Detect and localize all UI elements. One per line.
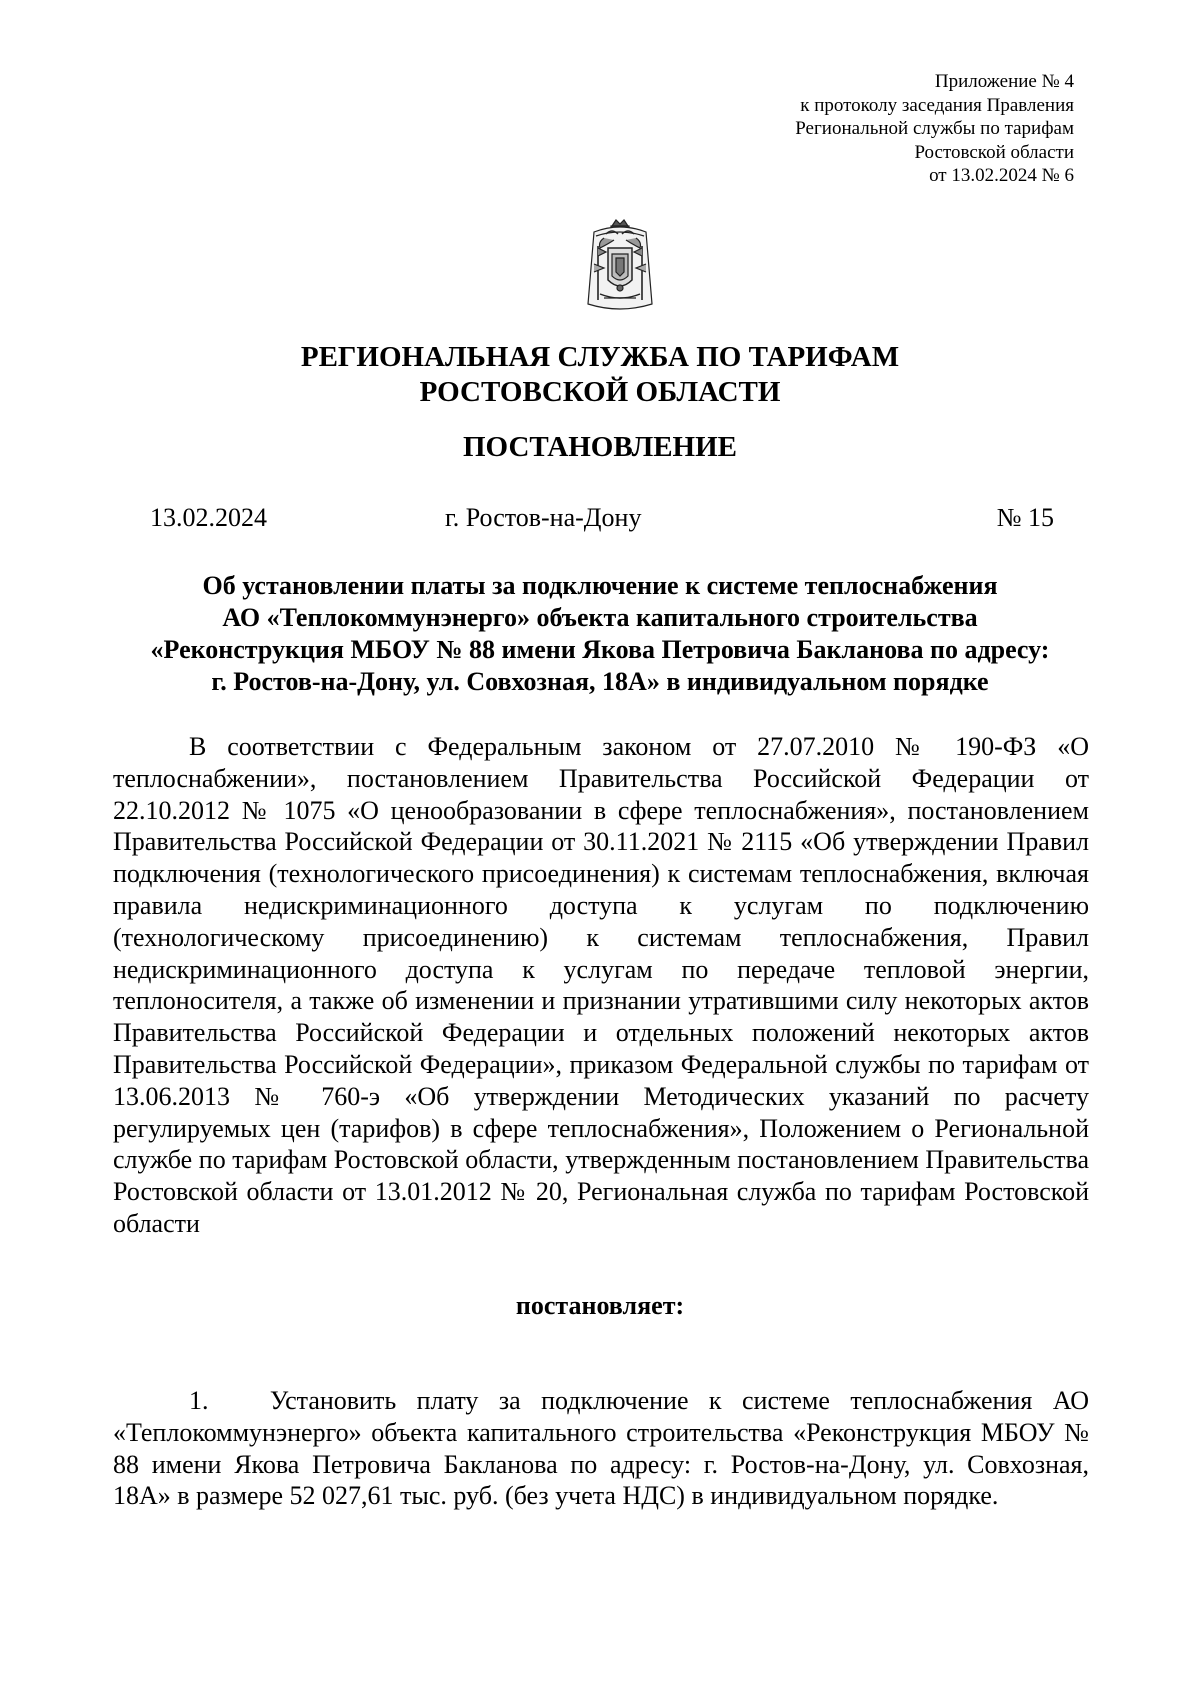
document-city: г. Ростов-на-Дону [445,503,642,532]
document-date: 13.02.2024 [150,503,267,532]
item-1-paragraph [113,1385,1089,1512]
appendix-line: от 13.02.2024 № 6 [929,165,1074,186]
organization-line-2: РОСТОВСКОЙ ОБЛАСТИ [419,376,781,408]
document-type-heading: ПОСТАНОВЛЕНИЕ [462,431,737,463]
appendix-line: Приложение № 4 [934,71,1074,92]
document-subject [110,570,1090,698]
organization-title [0,340,1200,410]
appendix-block [795,70,1074,188]
subject-line-1: Об установлении платы за подключение к системе теплоснабжения [202,571,998,600]
appendix-line: Ростовской области [914,141,1074,163]
item-1-text: Установить плату за подключение к системе теплоснабжения АО «Теплокоммунэнерго» объекта капитального строительства «Реконструкция МБОУ № 88 имени Якова Петровича Бакланова по адресу: г. Ростов-на-Дону, ул. Совхозная, 18А» в размере 52 027,61 тыс. руб. (без учета НДС) в индивидуальном порядке. [113,1386,1089,1511]
organization-line-1: РЕГИОНАЛЬНАЯ СЛУЖБА ПО ТАРИФАМ [300,341,900,373]
item-1-number: 1. [189,1386,209,1415]
document-number: № 15 [996,503,1054,532]
appendix-line: Региональной службы по тарифам [795,118,1074,139]
subject-line-4: г. Ростов-на-Дону, ул. Совхозная, 18А» в индивидуальном порядке [211,667,989,696]
subject-line-2: АО «Теплокоммунэнерго» объекта капитального строительства [222,603,978,632]
appendix-line: к протоколу заседания Правления [800,94,1074,116]
coat-of-arms-icon [566,218,674,318]
preamble-paragraph: В соответствии с Федеральным законом от 27.07.2010 № 190-ФЗ «О теплоснабжении», постановлением Правительства Российской Федерации от 22.10.2012 № 1075 «О ценообразовании в сфере теплоснабжения», постановлением Правительства Российской Федерации от 30.11.2021 № 2115 «Об утверждении Правил подключения (технологического присоединения) к системам теплоснабжения, включая правила недискриминационного доступа к услугам по подключению (технологическому присоединению) к системам теплоснабжения, Правил недискриминационного доступа к услугам по передаче тепловой энергии, теплоносителя, а также об изменении и признании утратившими силу некоторых актов Правительства Российской Федерации и отдельных положений некоторых актов Правительства Российской Федерации», приказом Федеральной службы по тарифам от 13.06.2013 № 760-э «Об утверждении Методических указаний по расчету регулируемых цен (тарифов) в сфере теплоснабжения», Положением о Региональной службе по тарифам Ростовской области, утвержденным постановлением Правительства Ростовской области от 13.01.2012 № 20, Региональная служба по тарифам Ростовской области [113,732,1089,1238]
decree-word: постановляет: [515,1291,685,1320]
subject-line-3: «Реконструкция МБОУ № 88 имени Якова Петровича Бакланова по адресу: [150,635,1050,664]
